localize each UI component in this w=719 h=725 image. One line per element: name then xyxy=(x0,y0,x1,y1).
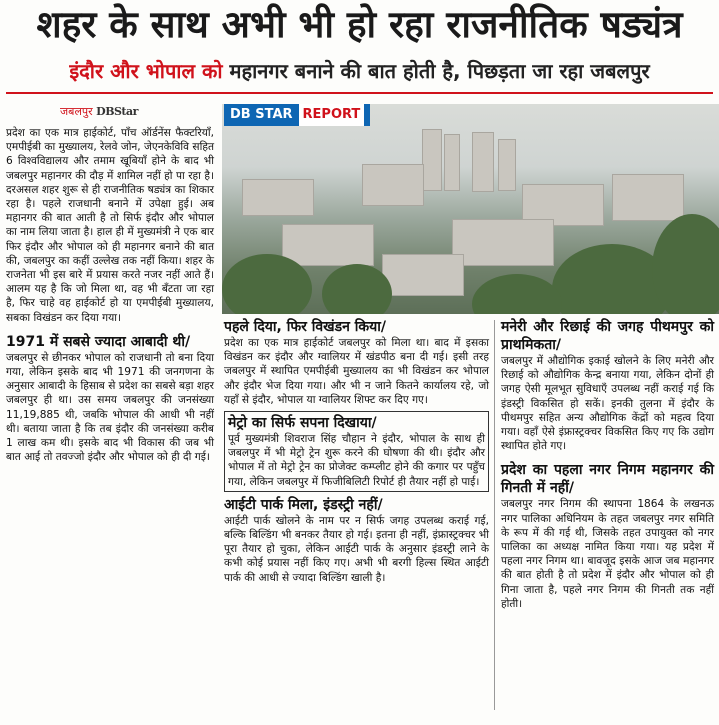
tag-left: DB STAR xyxy=(230,107,293,122)
headline: शहर के साथ अभी भी हो रहा राजनीतिक षड्यंत्र xyxy=(36,3,683,46)
section-title-1971: 1971 में सबसे ज्यादा आबादी थी/ xyxy=(6,333,191,350)
section-title-it-park: आईटी पार्क मिला, इंडस्ट्री नहीं/ xyxy=(224,496,383,513)
section-title-pithampur: मनेरी और रिछाई की जगह पीथमपुर को प्राथमिकता/ xyxy=(501,319,714,353)
header-rule xyxy=(6,92,713,94)
byline xyxy=(60,104,138,119)
section-text-metro: पूर्व मुख्यमंत्री शिवराज सिंह चौहान ने इंदौर, भोपाल के साथ ही जबलपुर में भी मेट्रो ट्रेन शुरू करने की घोषणा की थी। इंदौर और भोपाल में तो मेट्रो ट्रेन का प्रोजेक्ट कम्प्लीट होने की कगार पर पहुँच गया, लेकिन जबलपुर में फिजीबिलिटी रिपोर्ट ही तैयार नहीं हो पाई। xyxy=(228,433,485,488)
column-1 xyxy=(6,126,214,464)
column-divider xyxy=(494,320,495,710)
section-text-nagar-nigam: जबलपुर नगर निगम की स्थापना 1864 के लखनऊ नगर पालिका अधिनियम के तहत जबलपुर नगर समिति के रूप में की गई थी, जिसके तहत उपायुक्त को नगर पालिका का अध्यक्ष नामित किया गया। यह प्रदेश में पहला नगर निगम था। बावजूद इसके आज जब महानगर की बात होती है तो प्रदेश में इंदौर और भोपाल को ही गिना जाता है, पहले नगर निगम की गिनती तक नहीं होती। xyxy=(501,498,714,610)
column-2 xyxy=(224,318,489,585)
section-text-1971: जबलपुर से छीनकर भोपाल को राजधानी तो बना दिया गया, लेकिन इसके बाद भी 1971 की जनगणना के अनुसार आबादी के हिसाब से प्रदेश का सबसे बड़ा शहर जबलपुर ही था। उस समय जबलपुर की जनसंख्या 11,19,885 थी, जबकि भोपाल की आधी भी नहीं थी। बताया जाता है कि तब इंदौर की जनसंख्या करीब 1 लाख कम थी। इसके बाद भी विकास की जब भी बात आई तो तवज्जो इंदौर और भोपाल को ही दी गई। xyxy=(6,351,214,464)
section-title-nagar-nigam: प्रदेश का पहला नगर निगम महानगर की गिनती में नहीं/ xyxy=(501,462,714,497)
byline-city: जबलपुर xyxy=(60,105,93,118)
subhead-highlight: इंदौर और भोपाल को xyxy=(69,59,223,83)
subheadline xyxy=(0,58,719,84)
section-title-vikhandan: पहले दिया, फिर विखंडन किया/ xyxy=(224,319,387,335)
intro-text: प्रदेश का एक मात्र हाईकोर्ट, पाँच ऑर्डनेंस फैक्टरियाँ, एमपीईबी का मुख्यालय, रेलवे जोन, जेएनकेविवि सहित 6 विश्वविद्यालय और तमाम खूबियाँ होने के बाद भी जबलपुर महानगर की दौड़ में शामिल नहीं हो पा रहा है। दरअसल शहर शुरू से ही राजनीतिक षड्यंत्र का शिकार रहा है। पहले राजधानी बनाने में उपेक्षा हुई। अब महानगर की बात आती है तो सिर्फ इंदौर और भोपाल का नाम लिया जाता है। हाल ही में मुख्यमंत्री ने एक बार फिर इंदौर और भोपाल को ही महानगर बनाने की बात की, जबलपुर का कहीं उल्लेख तक नहीं किया। शहर के राजनेता भी इस बारे में प्रयास करते नजर नहीं आते हैं। आलम यह है कि जो मिला था, वह भी बँटता जा रहा है, फिर चाहे वह हाईकोर्ट हो या एमपीईबी मुख्यालय, सबका विखंडन कर दिया गया। xyxy=(6,127,214,324)
section-text-pithampur: जबलपुर में औद्योगिक इकाई खोलने के लिए मनेरी और रिछाई को औद्योगिक केन्द्र बनाया गया, लेकिन दोनों ही जगह ऐसी मूलभूत सुविधाएँ उपलब्ध नहीं कराई गई कि इंडस्ट्री विकसित हो सकें। इनकी तुलना में इंदौर के पीथमपुर सहित अन्य औद्योगिक केंद्रों को महत्व दिया गया। वहाँ ऐसे इंफ्रास्ट्रक्चर विकसित किए गए कि उद्योग स्थापित होते गए। xyxy=(501,355,714,453)
section-text-it-park: आईटी पार्क खोलने के नाम पर न सिर्फ जगह उपलब्ध कराई गई, बल्कि बिल्डिंग भी बनकर तैयार हो गई। इतना ही नहीं, इंफ्रास्ट्रक्चर भी पूरा तैयार हो चुका, लेकिन आईटी पार्क के अनुसार इंडस्ट्री लाने के कभी कोई प्रयास नहीं किए गए। अभी भी बरगी हिल्स स्थित आईटी पार्क की आधी से ज्यादा बिल्डिंग खाली है। xyxy=(224,514,489,584)
column-3 xyxy=(501,318,714,611)
subhead-rest: महानगर बनाने की बात होती है, पिछड़ता जा रहा जबलपुर xyxy=(229,59,650,83)
section-title-metro: मेट्रो का सिर्फ सपना दिखाया/ xyxy=(228,415,377,432)
db-star-report-tag xyxy=(224,104,370,126)
section-text-vikhandan: प्रदेश का एक मात्र हाईकोर्ट जबलपुर को मिला था। बाद में इसका विखंडन कर इंदौर और ग्वालियर में खंडपीठ बना दी गई। इसी तरह जबलपुर में स्थापित एमपीईबी मुख्यालय का भी विखंडन कर भोपाल और इंदौर भेज दिया गया। और भी न जाने कितने कार्यालय रहे, जो यहाँ से इंदौर, भोपाल या ग्वालियर शिफ्ट कर दिए गए। xyxy=(224,337,489,406)
city-photo xyxy=(222,104,719,314)
metro-box xyxy=(224,411,489,492)
tag-right: REPORT xyxy=(299,104,365,126)
byline-brand: DBStar xyxy=(96,105,138,118)
